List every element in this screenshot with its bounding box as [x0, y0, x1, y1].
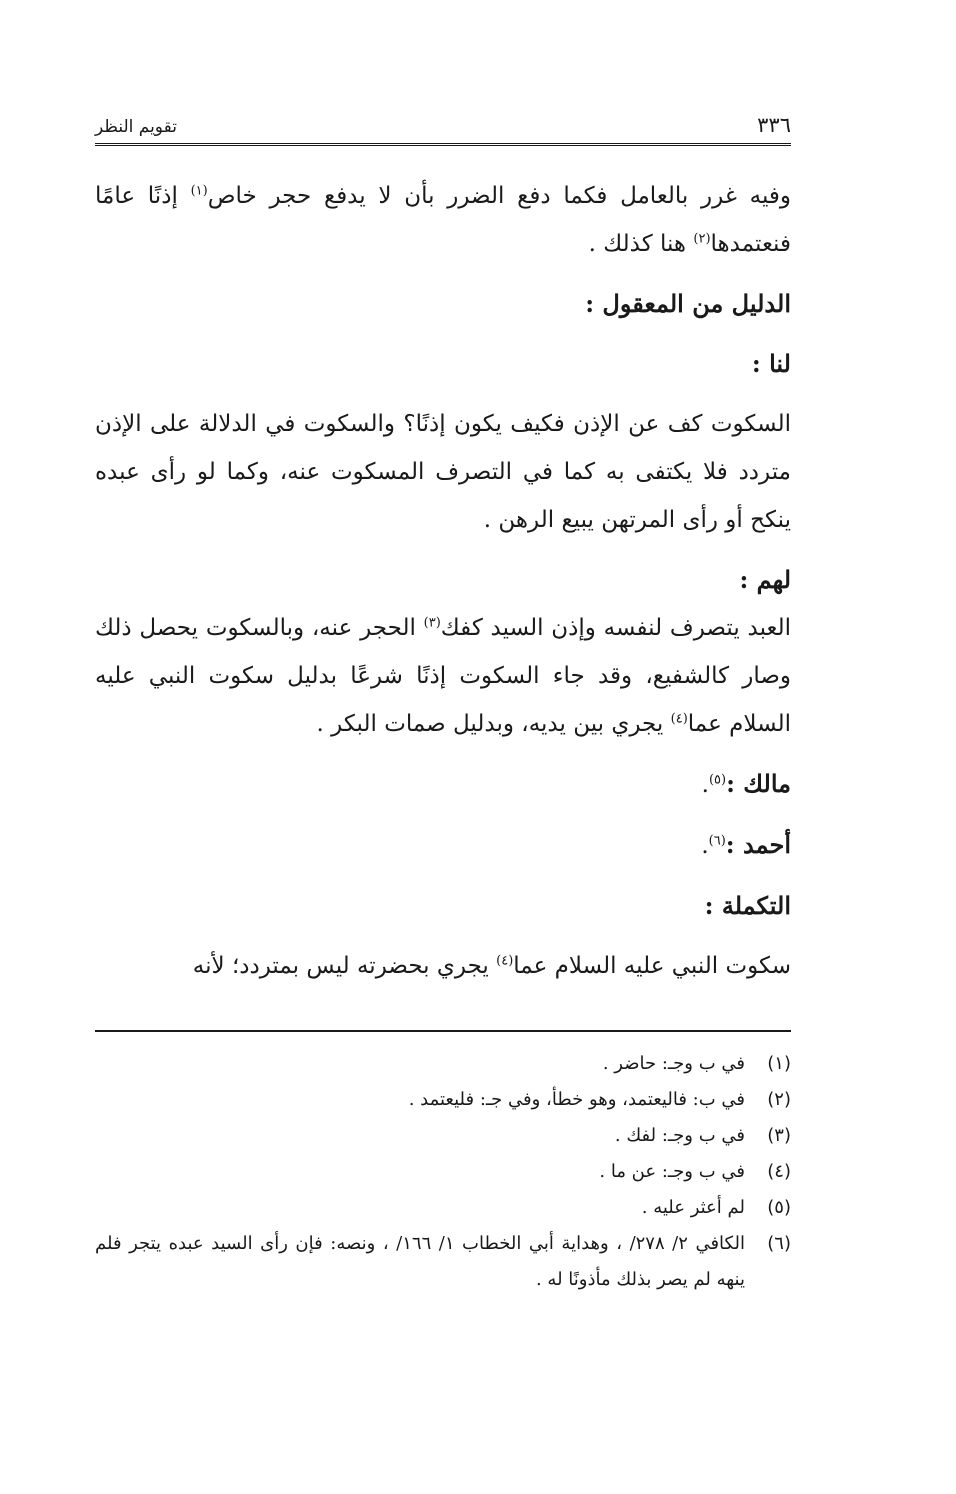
footnote-item [95, 1190, 791, 1226]
section-heading-lahum: لهم : [739, 565, 791, 594]
footnote-ref[interactable]: (٣) [423, 615, 441, 631]
footnote-text: الكافي ٢/ ٢٧٨/ ، وهداية أبي الخطاب ١/ ١٦٦/ ، ونصه: فإن رأى السيد عبده يتجر فلم ينهه لم يصر بذلك مأذونًا له . [95, 1233, 745, 1290]
ahmad-line: أحمد :$^{(٦)}$. [701, 830, 791, 859]
footnote-ref[interactable]: (٥) [708, 772, 727, 788]
section-heading-rational-proof: الدليل من المعقول : [585, 289, 791, 318]
footnote-ref[interactable]: (٦) [708, 833, 726, 849]
footnote-number: (٤) [767, 1161, 791, 1182]
footnote-ref[interactable]: (٢) [693, 231, 711, 247]
malik-line: مالك :$^{(٥)}$. [701, 769, 791, 798]
footnote-rule [95, 1030, 791, 1032]
footnote-number: (٢) [767, 1089, 791, 1110]
footnote-item [95, 1046, 791, 1082]
footnote-text: في ب وجـ: لفك . [614, 1125, 745, 1146]
footnote-ref[interactable]: (٤) [496, 953, 514, 969]
running-head [95, 103, 791, 137]
section-heading-lana: لنا : [751, 349, 791, 378]
footnote-number: (١) [767, 1053, 791, 1074]
ahmad-label: أحمد : [725, 830, 791, 859]
footnote-text: في ب وجـ: حاضر . [602, 1053, 745, 1074]
footnote-number: (٣) [767, 1125, 791, 1146]
page-number: ٣٣٦ [757, 113, 791, 137]
book-page [95, 0, 791, 1494]
paragraph-3: العبد يتصرف لنفسه وإذن السيد كفك$^{(٣)}$ الحجر عنه، وبالسكوت يحصل ذلك وصار كالشفيع، وقد جاء السكوت إذنًا شرعًا بدليل سكوت النبي عليه السلام عما$^{(٤)}$ يجري بين يديه، وبدليل صمات البكر . [95, 615, 792, 737]
footnote-text: في ب: فاليعتمد، وهو خطأ، وفي جـ: فليعتمد . [408, 1089, 745, 1110]
footnote-number: (٥) [767, 1197, 791, 1218]
footnote-text: في ب وجـ: عن ما . [599, 1161, 745, 1182]
malik-label: مالك : [726, 769, 791, 798]
paragraph-4: سكوت النبي عليه السلام عما$^{(٤)}$ يجري بحضرته ليس بمتردد؛ لأنه [192, 953, 791, 979]
footnotes [95, 1046, 791, 1298]
book-title: تقويم النظر [95, 117, 177, 137]
section-heading-takmila: التكملة : [704, 891, 791, 920]
footnote-ref[interactable]: (٤) [670, 711, 688, 727]
footnote-item [95, 1082, 791, 1118]
paragraph-2: السكوت كف عن الإذن فكيف يكون إذنًا؟ والسكوت في الدلالة على الإذن متردد فلا يكتفى به كما في التصرف المسكوت عنه، وكما لو رأى عبده ينكح أو رأى المرتهن يبيع الرهن . [95, 411, 791, 533]
footnote-item [95, 1226, 791, 1298]
footnote-ref[interactable]: (١) [190, 183, 208, 199]
footnote-item [95, 1154, 791, 1190]
paragraph-1: وفيه غرر بالعامل فكما دفع الضرر بأن لا يدفع حجر خاص$^{(١)}$ إذنًا عامًا فنعتمدها$^{(٢)}$ هنا كذلك . [95, 183, 791, 257]
footnote-text: لم أعثر عليه . [641, 1197, 745, 1218]
header-rule [95, 143, 791, 149]
main-text [95, 172, 791, 990]
footnote-number: (٦) [767, 1233, 791, 1254]
footnote-item [95, 1118, 791, 1154]
